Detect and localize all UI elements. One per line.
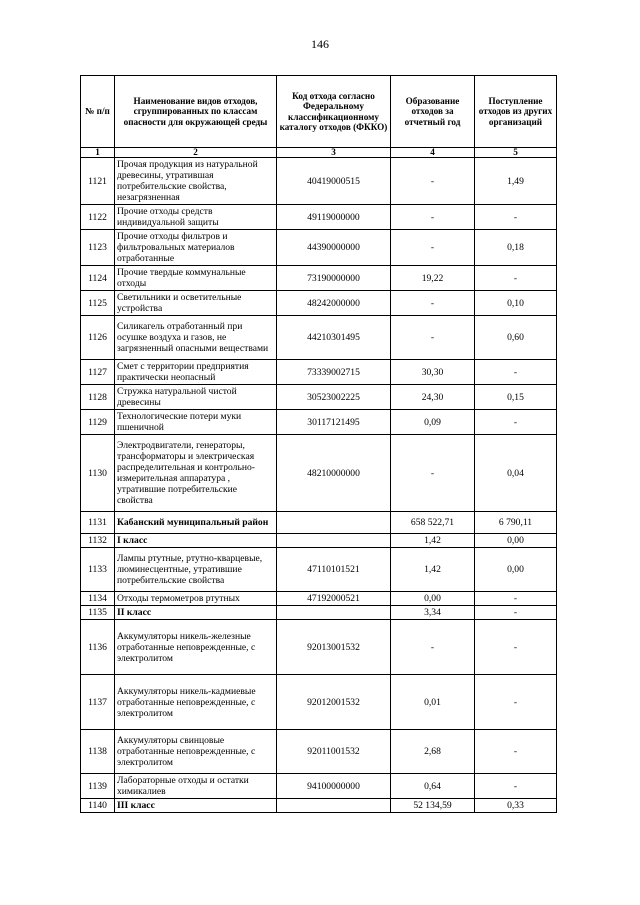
cell-received: 1,49 [475, 158, 557, 205]
table-row [81, 799, 557, 813]
column-index: 2 [115, 148, 277, 158]
table-row [81, 385, 557, 410]
cell-formed: 19,22 [391, 266, 475, 291]
cell-formed: - [391, 158, 475, 205]
cell-num: 1129 [81, 410, 115, 435]
waste-table [80, 75, 557, 813]
cell-formed: 52 134,59 [391, 799, 475, 813]
cell-formed: 658 522,71 [391, 512, 475, 534]
table-row [81, 205, 557, 230]
header-row [81, 76, 557, 148]
cell-formed: 0,09 [391, 410, 475, 435]
table-row [81, 606, 557, 620]
cell-formed: 1,42 [391, 548, 475, 592]
cell-name: II класс [115, 606, 277, 620]
cell-name: Технологические потери муки пшеничной [115, 410, 277, 435]
cell-received: - [475, 266, 557, 291]
cell-name: Лампы ртутные, ртутно-кварцевые, люминесцентные, утратившие потребительские свойства [115, 548, 277, 592]
header-num: № п/п [81, 76, 115, 148]
cell-num: 1134 [81, 592, 115, 606]
cell-name: Аккумуляторы никель-кадмиевые отработанные неповрежденные, с электролитом [115, 675, 277, 730]
cell-name: Аккумуляторы свинцовые отработанные неповрежденные, с электролитом [115, 730, 277, 774]
cell-num: 1124 [81, 266, 115, 291]
cell-formed: 3,34 [391, 606, 475, 620]
cell-num: 1128 [81, 385, 115, 410]
cell-num: 1135 [81, 606, 115, 620]
table-row [81, 774, 557, 799]
cell-num: 1121 [81, 158, 115, 205]
cell-received: - [475, 606, 557, 620]
cell-received: 0,18 [475, 230, 557, 266]
cell-code: 92013001532 [277, 620, 391, 675]
header-code: Код отхода согласно Федеральному классификационному каталогу отходов (ФККО) [277, 76, 391, 148]
cell-formed: 1,42 [391, 534, 475, 548]
cell-code: 47192000521 [277, 592, 391, 606]
cell-num: 1136 [81, 620, 115, 675]
table-row [81, 512, 557, 534]
cell-code [277, 606, 391, 620]
cell-received: - [475, 205, 557, 230]
cell-received: - [475, 592, 557, 606]
cell-code: 92012001532 [277, 675, 391, 730]
cell-code: 73190000000 [277, 266, 391, 291]
cell-formed: - [391, 435, 475, 512]
column-index: 1 [81, 148, 115, 158]
cell-num: 1130 [81, 435, 115, 512]
table-row [81, 360, 557, 385]
cell-code [277, 534, 391, 548]
cell-formed: 0,64 [391, 774, 475, 799]
cell-name: Прочие твердые коммунальные отходы [115, 266, 277, 291]
cell-name: Прочие отходы средств индивидуальной защиты [115, 205, 277, 230]
table-row [81, 534, 557, 548]
cell-num: 1126 [81, 316, 115, 360]
cell-name: Прочая продукция из натуральной древесины, утратившая потребительские свойства, незагрязненная [115, 158, 277, 205]
table-row [81, 158, 557, 205]
cell-received: - [475, 774, 557, 799]
cell-code: 49119000000 [277, 205, 391, 230]
cell-code: 44210301495 [277, 316, 391, 360]
cell-received: 0,60 [475, 316, 557, 360]
cell-formed: - [391, 230, 475, 266]
table-row [81, 266, 557, 291]
cell-num: 1138 [81, 730, 115, 774]
cell-name: Аккумуляторы никель-железные отработанные неповрежденные, с электролитом [115, 620, 277, 675]
cell-received: 0,10 [475, 291, 557, 316]
cell-formed: 2,68 [391, 730, 475, 774]
cell-code: 92011001532 [277, 730, 391, 774]
cell-formed: 24,30 [391, 385, 475, 410]
cell-num: 1133 [81, 548, 115, 592]
cell-received: 0,00 [475, 548, 557, 592]
cell-name: Стружка натуральной чистой древесины [115, 385, 277, 410]
table-row [81, 548, 557, 592]
cell-num: 1125 [81, 291, 115, 316]
cell-num: 1132 [81, 534, 115, 548]
cell-name: III класс [115, 799, 277, 813]
cell-num: 1127 [81, 360, 115, 385]
table-row [81, 291, 557, 316]
cell-num: 1131 [81, 512, 115, 534]
cell-received: - [475, 675, 557, 730]
cell-num: 1139 [81, 774, 115, 799]
cell-num: 1140 [81, 799, 115, 813]
cell-formed: - [391, 291, 475, 316]
table-row [81, 620, 557, 675]
cell-received: - [475, 410, 557, 435]
table-row [81, 230, 557, 266]
cell-code: 30117121495 [277, 410, 391, 435]
table-body [81, 158, 557, 813]
cell-received: 0,04 [475, 435, 557, 512]
table-row [81, 435, 557, 512]
table-row [81, 675, 557, 730]
cell-formed: 0,01 [391, 675, 475, 730]
cell-code: 94100000000 [277, 774, 391, 799]
cell-code: 40419000515 [277, 158, 391, 205]
cell-name: I класс [115, 534, 277, 548]
cell-code: 48242000000 [277, 291, 391, 316]
cell-name: Светильники и осветительные устройства [115, 291, 277, 316]
cell-received: - [475, 730, 557, 774]
page-number: 146 [311, 37, 329, 51]
column-index: 5 [475, 148, 557, 158]
cell-received: 6 790,11 [475, 512, 557, 534]
column-index: 4 [391, 148, 475, 158]
cell-name: Отходы термометров ртутных [115, 592, 277, 606]
cell-name: Прочие отходы фильтров и фильтровальных материалов отработанные [115, 230, 277, 266]
header-formed: Образование отходов за отчетный год [391, 76, 475, 148]
header-received: Поступление отходов из других организаций [475, 76, 557, 148]
cell-name: Смет с территории предприятия практически неопасный [115, 360, 277, 385]
cell-name: Электродвигатели, генераторы, трансформаторы и электрическая распределительная и контрольно-измерительная аппаратура , утратившие потребительские свойства [115, 435, 277, 512]
cell-num: 1137 [81, 675, 115, 730]
table-row [81, 316, 557, 360]
cell-code [277, 512, 391, 534]
cell-name: Силикагель отработанный при осушке воздуха и газов, не загрязненный опасными веществами [115, 316, 277, 360]
table-row [81, 592, 557, 606]
cell-code: 30523002225 [277, 385, 391, 410]
cell-name: Кабанский муниципальный район [115, 512, 277, 534]
cell-received: 0,33 [475, 799, 557, 813]
column-index-row [81, 148, 557, 158]
cell-received: - [475, 620, 557, 675]
cell-code: 44390000000 [277, 230, 391, 266]
cell-num: 1122 [81, 205, 115, 230]
cell-code [277, 799, 391, 813]
cell-formed: - [391, 316, 475, 360]
cell-received: 0,00 [475, 534, 557, 548]
cell-received: - [475, 360, 557, 385]
column-index: 3 [277, 148, 391, 158]
header-name: Наименование видов отходов, сгруппированных по классам опасности для окружающей среды [115, 76, 277, 148]
table-row [81, 410, 557, 435]
cell-code: 48210000000 [277, 435, 391, 512]
cell-formed: - [391, 620, 475, 675]
table-row [81, 730, 557, 774]
cell-code: 47110101521 [277, 548, 391, 592]
cell-received: 0,15 [475, 385, 557, 410]
cell-code: 73339002715 [277, 360, 391, 385]
cell-formed: 30,30 [391, 360, 475, 385]
cell-formed: - [391, 205, 475, 230]
cell-num: 1123 [81, 230, 115, 266]
cell-name: Лабораторные отходы и остатки химикалиев [115, 774, 277, 799]
cell-formed: 0,00 [391, 592, 475, 606]
